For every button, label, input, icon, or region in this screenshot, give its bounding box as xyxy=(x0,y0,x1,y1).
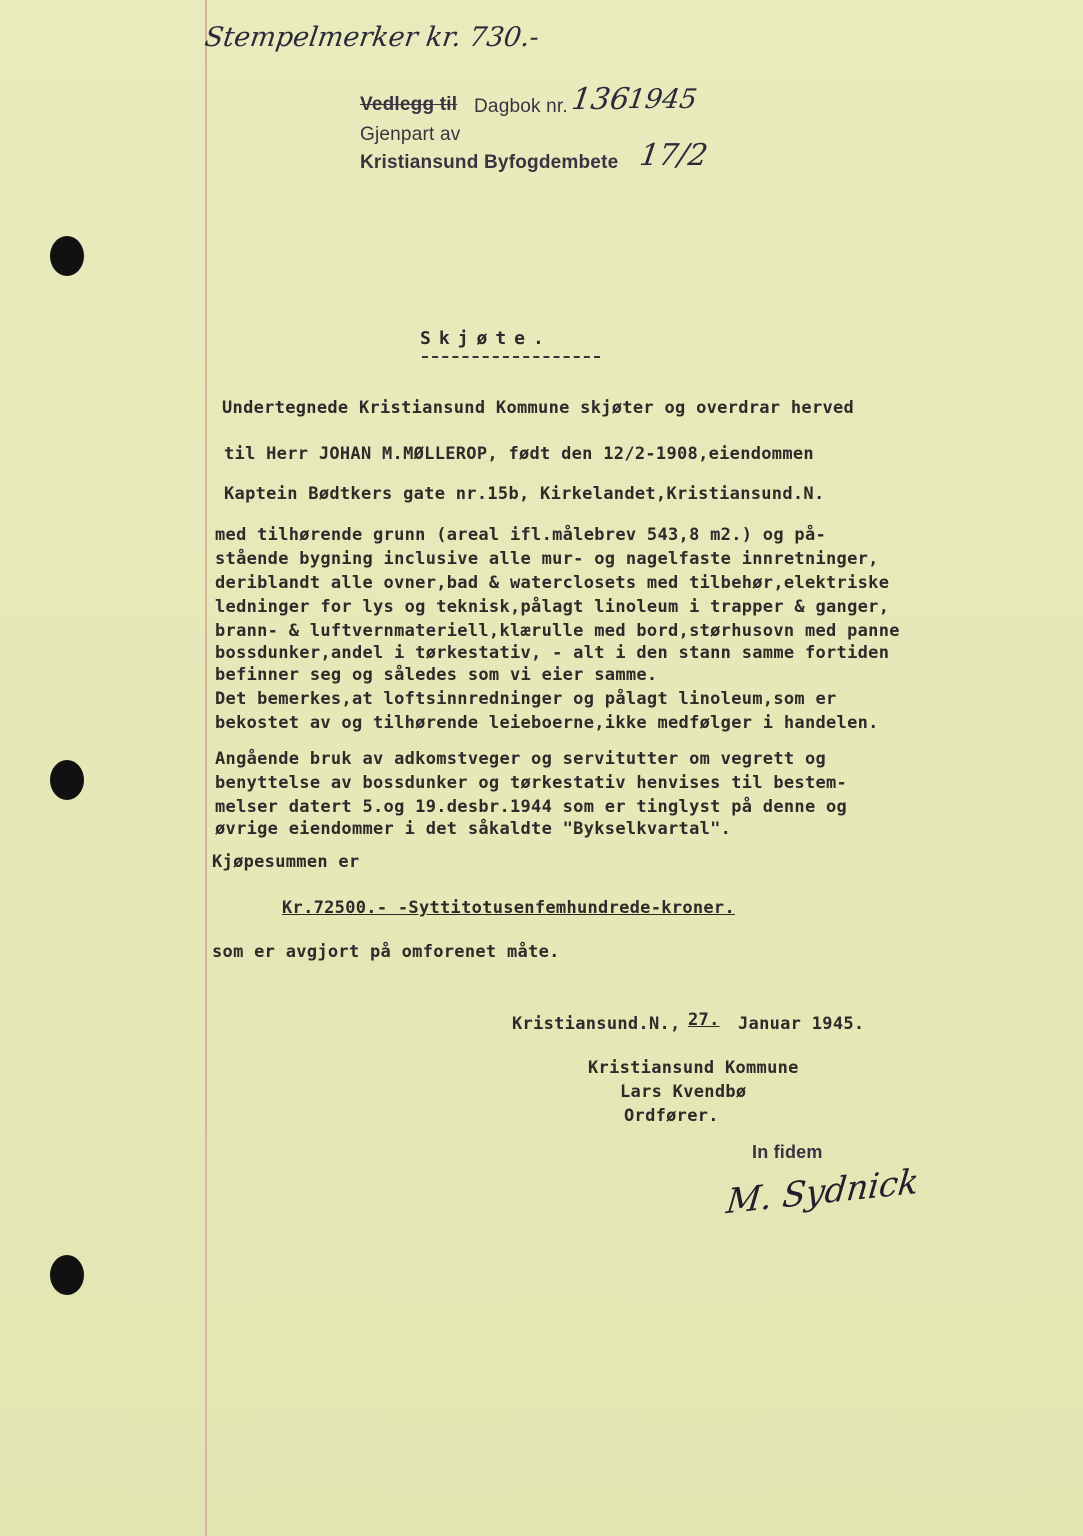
signatory-org: Kristiansund Kommune xyxy=(588,1058,799,1078)
stamp-office: Kristiansund Byfogdembete xyxy=(360,152,619,173)
punch-hole-bottom xyxy=(50,1255,84,1295)
paragraph-1-line: Det bemerkes,at loftsinnredninger og pålagt linoleum,som er xyxy=(215,689,837,709)
stamp-dagbok-label: Dagbok nr. xyxy=(474,96,568,117)
price-note: som er avgjort på omforenet måte. xyxy=(212,942,560,962)
place: Kristiansund.N., xyxy=(512,1014,681,1034)
handwritten-header: Stempelmerker kr. 730.- xyxy=(202,22,542,53)
paragraph-1-line: bekostet av og tilhørende leieboerne,ikke medfølger i handelen. xyxy=(215,713,879,733)
paragraph-1-line: bossdunker,andel i tørkestativ, - alt i den stann samme fortiden xyxy=(215,643,890,663)
date-month-year: Januar 1945. xyxy=(738,1014,865,1034)
signatory-name: Lars Kvendbø xyxy=(620,1082,747,1102)
paragraph-1-line: ledninger for lys og teknisk,pålagt linoleum i trapper & ganger, xyxy=(215,597,890,617)
paragraph-2-line: benyttelse av bossdunker og tørkestativ henvises til bestem- xyxy=(215,773,848,793)
stamp-date: 17/2 xyxy=(637,138,710,173)
signature: M. Sydnick xyxy=(724,1161,921,1223)
red-margin-line xyxy=(205,0,207,1536)
date-day: 27. xyxy=(688,1010,720,1030)
paragraph-1-line: med tilhørende grunn (areal ifl.målebrev 543,8 m2.) og på- xyxy=(215,525,827,545)
price-intro: Kjøpesummen er xyxy=(212,852,360,872)
paragraph-1-line: deriblandt alle ovner,bad & waterclosets med tilbehør,elektriske xyxy=(215,573,890,593)
stamp-year: 1945 xyxy=(625,84,699,115)
intro-line-2: til Herr JOHAN M.MØLLEROP, født den 12/2-1908,eiendommen xyxy=(224,444,814,464)
punch-hole-middle xyxy=(50,760,84,800)
paragraph-1-line: stående bygning inclusive alle mur- og nagelfaste innretninger, xyxy=(215,549,879,569)
punch-hole-top xyxy=(50,236,84,276)
paragraph-1-line: brann- & luftvernmateriell,klærulle med bord,størhusovn med panne xyxy=(215,621,900,641)
document-title: Skjøte. xyxy=(420,328,552,349)
signatory-role: Ordfører. xyxy=(624,1106,719,1126)
stamp-dagbok-number: 136 xyxy=(569,82,632,117)
paragraph-1-line: befinner seg og således som vi eier samme. xyxy=(215,665,658,685)
paragraph-2-line: øvrige eiendommer i det såkaldte "Bykselkvartal". xyxy=(215,819,732,839)
title-underline xyxy=(422,356,600,358)
in-fidem-stamp: In fidem xyxy=(752,1142,823,1162)
stamp-gjenpart: Gjenpart av xyxy=(360,124,461,145)
stamp-vedlegg: Vedlegg til xyxy=(360,94,458,115)
intro-line-1: Undertegnede Kristiansund Kommune skjøter og overdrar herved xyxy=(222,398,855,418)
paragraph-2-line: melser datert 5.og 19.desbr.1944 som er tinglyst på denne og xyxy=(215,797,848,817)
paragraph-2-line: Angående bruk av adkomstveger og servitutter om vegrett og xyxy=(215,749,827,769)
intro-line-3: Kaptein Bødtkers gate nr.15b, Kirkelandet,Kristiansund.N. xyxy=(224,484,825,504)
price-amount: Kr.72500.- -Syttitotusenfemhundrede-kroner. xyxy=(282,898,735,918)
